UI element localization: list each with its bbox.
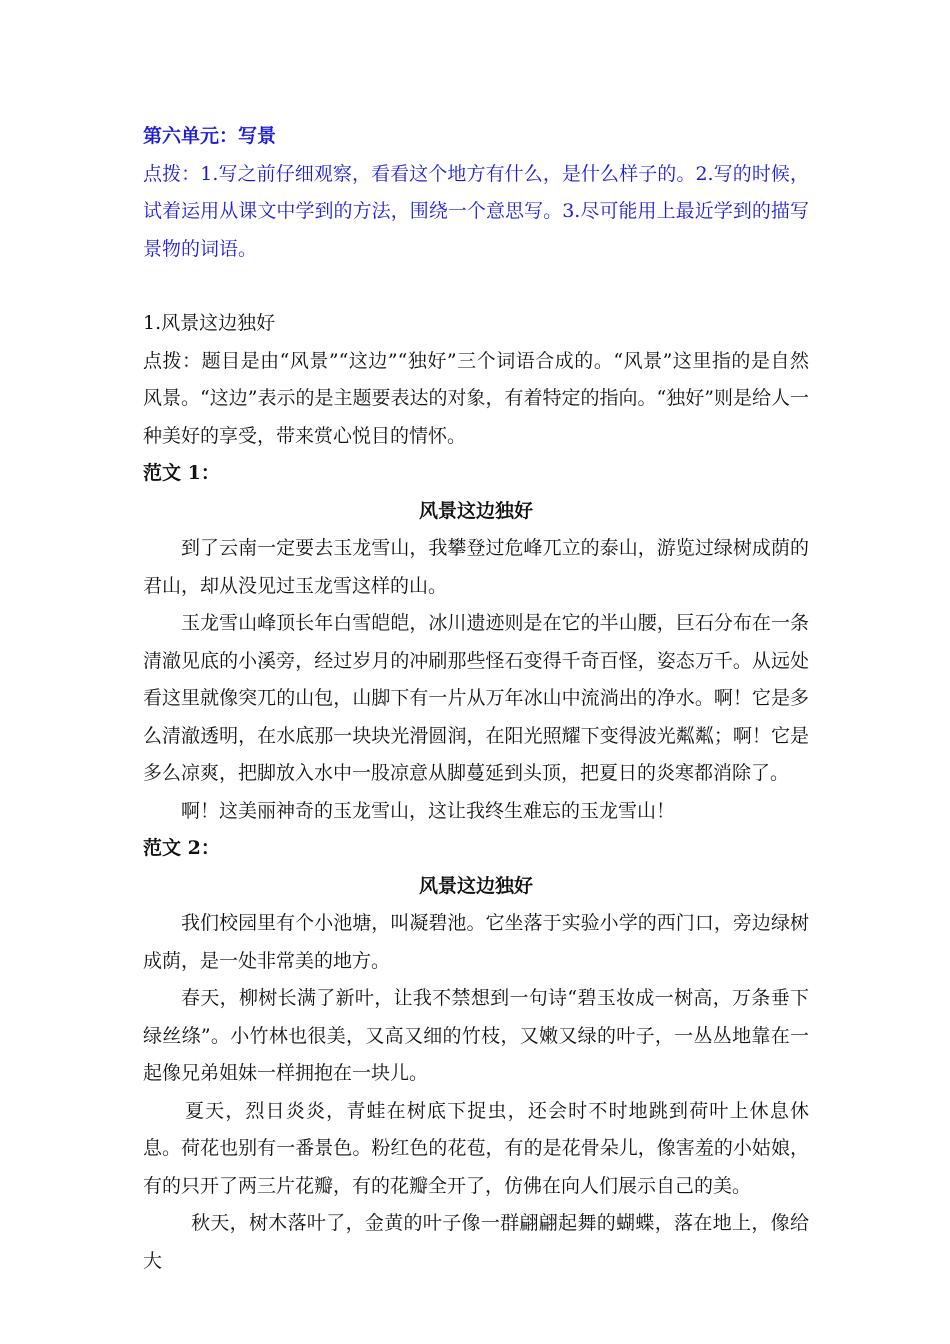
- unit-tip: 点拨：1.写之前仔细观察，看看这个地方有什么，是什么样子的。2.写的时候，试着运用从课文中学到的方法，围绕一个意思写。3.尽可能用上最近学到的描写景物的词语。: [143, 162, 809, 260]
- essay2-paragraph: 秋天，树木落叶了，金黄的叶子像一群翩翩起舞的蝴蝶，落在地上，像给大: [143, 1212, 809, 1272]
- spacer: [143, 268, 809, 305]
- essay1-paragraph: 啊！这美丽神奇的玉龙雪山，这让我终生难忘的玉龙雪山！: [181, 799, 676, 822]
- essay1-label: 范文 1：: [143, 462, 220, 484]
- essay2-title: 风景这边独好: [418, 874, 533, 897]
- document-page: [143, 118, 809, 1280]
- essay2-paragraph: 我们校园里有个小池塘，叫凝碧池。它坐落于实验小学的西门口，旁边绿树成荫，是一处非常美的地方。: [143, 912, 809, 972]
- essay1-title: 风景这边独好: [418, 499, 533, 522]
- essay2-paragraph: 春天，柳树长满了新叶，让我不禁想到一句诗“碧玉妆成一树高，万条垂下绿丝绦”。小竹林也很美，又高又细的竹枝，又嫩又绿的叶子，一丛丛地靠在一起像兄弟姐妹一样拥抱在一块儿。: [143, 987, 809, 1084]
- essay1-paragraph: 到了云南一定要去玉龙雪山，我攀登过危峰兀立的泰山，游览过绿树成荫的君山，却从没见过玉龙雪这样的山。: [143, 537, 809, 597]
- topic-title: 1.风景这边独好: [143, 312, 276, 334]
- topic-tip: 点拨：题目是由“风景”“这边”“独好”三个词语合成的。“风景”这里指的是自然风景。“这边”表示的是主题要表达的对象，有着特定的指向。“独好”则是给人一种美好的享受，带来赏心悦目的情怀。: [143, 349, 809, 447]
- essay2-paragraph: 夏天，烈日炎炎，青蛙在树底下捉虫，还会时不时地跳到荷叶上休息休息。荷花也别有一番景色。粉红色的花苞，有的是花骨朵儿，像害羞的小姑娘，有的只开了两三片花瓣，有的花瓣全开了，仿佛在向人们展示自己的美。: [143, 1099, 809, 1197]
- essay1-paragraph: 玉龙雪山峰顶长年白雪皑皑，冰川遗迹则是在它的半山腰，巨石分布在一条清澈见底的小溪旁，经过岁月的冲刷那些怪石变得千奇百怪，姿态万千。从远处看这里就像突兀的山包，山脚下有一片从万年冰山中流淌出的净水。啊！它是多么清澈透明，在水底那一块块光滑圆润，在阳光照耀下变得波光粼粼；啊！它是多么凉爽，把脚放入水中一股凉意从脚蔓延到头顶，把夏日的炎寒都消除了。: [143, 612, 809, 784]
- essay2-label: 范文 2：: [143, 837, 220, 859]
- unit-title: 第六单元：写景: [143, 125, 277, 147]
